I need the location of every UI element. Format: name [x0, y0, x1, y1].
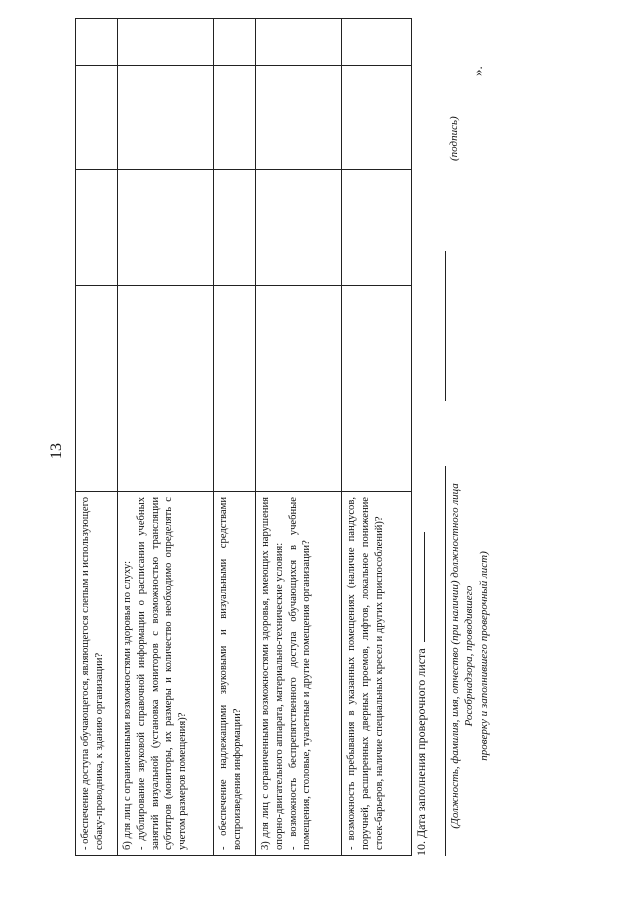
- answer-cell: [118, 19, 214, 66]
- answer-cell: [118, 170, 214, 286]
- answer-cell: [256, 170, 342, 286]
- table-row: [118, 19, 214, 856]
- signature-rule: [445, 251, 446, 401]
- answer-cell: [76, 66, 118, 170]
- table-row: [342, 19, 412, 856]
- checklist-table: [75, 18, 412, 856]
- requirement-cell: [118, 492, 214, 856]
- answer-cell: [76, 19, 118, 66]
- answer-cell: [256, 286, 342, 492]
- fill-date-label: 10. Дата заполнения проверочного листа: [414, 648, 428, 856]
- requirement-text: - возможность пребывания в указанных помещениях (наличие пандусов, поручней, расширенных дверных проемов, лифтов, локальное понижение стоек-барьеров, наличие специальных кресел и других приспособлений)?: [346, 497, 385, 850]
- answer-cell: [342, 66, 412, 170]
- requirement-cell: [256, 492, 342, 856]
- requirement-text: - обеспечение надлежащими звуковыми и визуальными средствами воспроизведения информации?: [218, 497, 243, 850]
- answer-cell: [118, 286, 214, 492]
- answer-cell: [256, 66, 342, 170]
- table-row: [76, 19, 118, 856]
- page-number: 13: [48, 443, 65, 459]
- answer-cell: [342, 19, 412, 66]
- table-row: [214, 19, 256, 856]
- requirement-text: 3) для лиц с ограниченными возможностями здоровья, имеющих нарушения опорно-двигательного аппарата, материально-технические условия:: [260, 497, 285, 850]
- answer-cell: [342, 286, 412, 492]
- answer-cell: [76, 170, 118, 286]
- answer-cell: [214, 286, 256, 492]
- table-row: [256, 19, 342, 856]
- requirement-cell: [214, 492, 256, 856]
- requirement-text: - дублирование звуковой справочной информации о расписании учебных занятий визуальной (установка мониторов с возможностью трансляции субтитров (мониторы, их размеры и количество необходимо определять с учетом размеров помещения)?: [135, 497, 189, 850]
- answer-cell: [342, 170, 412, 286]
- official-caption-line: (Должность, фамилия, имя, отчество (при наличии) должностного лица Рособрнадзора, проводившего: [449, 483, 476, 829]
- requirement-cell: [76, 492, 118, 856]
- requirement-text: б) для лиц с ограниченными возможностями здоровья по слуху:: [122, 560, 133, 850]
- requirement-text: - обеспечение доступа обучающегося, являющегося слепым и использующего собаку-проводника, к зданию организации?: [80, 497, 105, 850]
- requirement-text: - возможность беспрепятственного доступа обучающихся в учебные помещения, столовые, туалетные и другие помещения организации?: [287, 497, 313, 850]
- official-caption: [448, 456, 491, 856]
- answer-cell: [214, 19, 256, 66]
- answer-cell: [214, 170, 256, 286]
- requirement-cell: [342, 492, 412, 856]
- signature-caption: (подпись): [448, 116, 460, 161]
- answer-cell: [256, 19, 342, 66]
- fill-date-line: [412, 532, 429, 856]
- closing-quote-mark: ».: [470, 66, 485, 76]
- official-caption-line: проверку и заполнившего проверочный лист): [477, 551, 490, 761]
- answer-cell: [214, 66, 256, 170]
- answer-cell: [118, 66, 214, 170]
- fill-date-blank: [412, 532, 425, 642]
- official-signature-rule: [445, 466, 446, 856]
- answer-cell: [76, 286, 118, 492]
